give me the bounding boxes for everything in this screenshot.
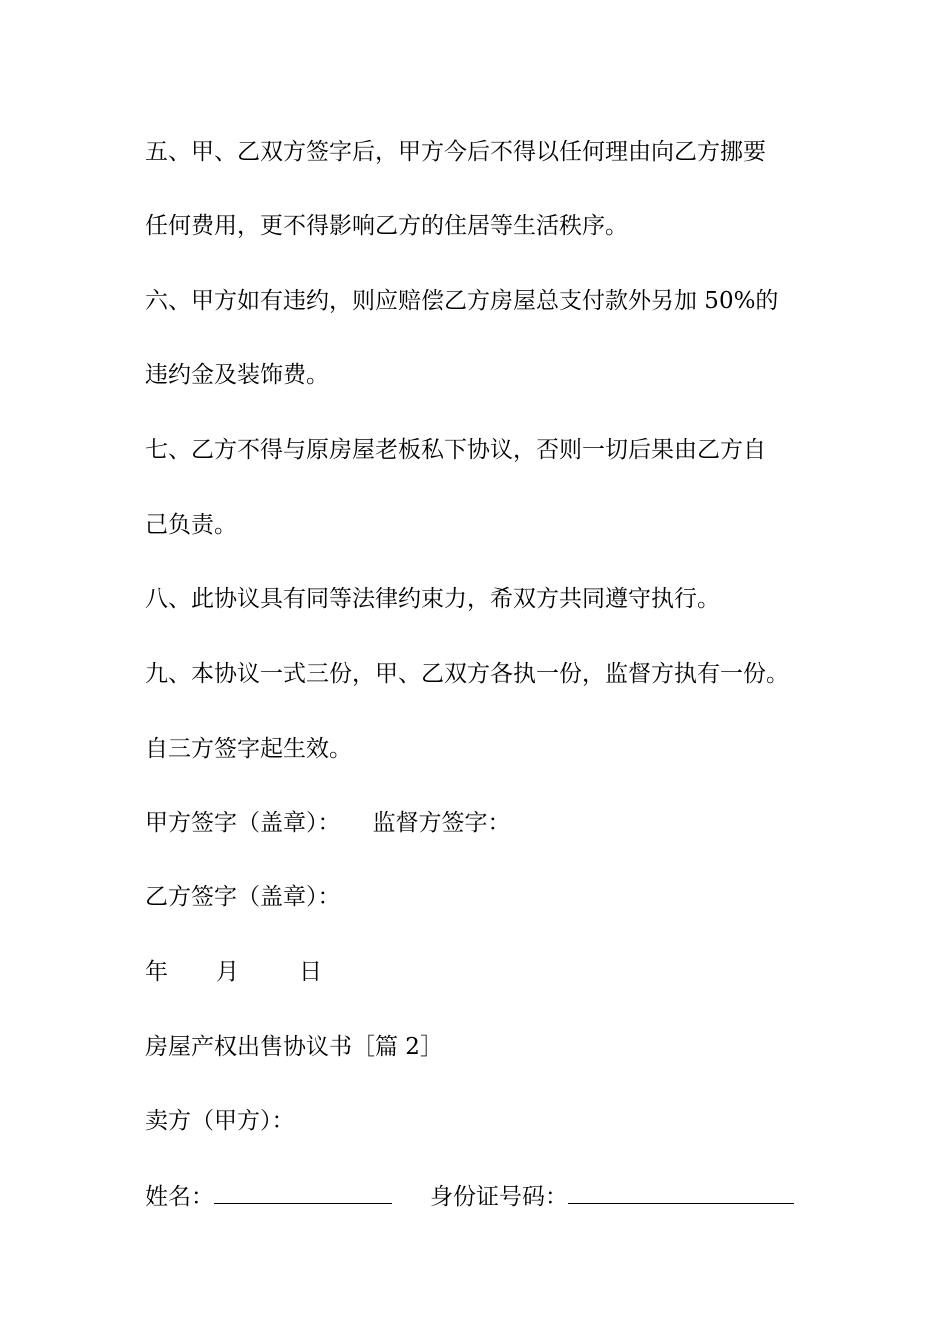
clause-6-line-2: 违约金及装饰费。 <box>145 362 329 388</box>
id-number-blank-line <box>568 1181 794 1204</box>
clause-8-line-1: 八、此协议具有同等法律约束力，希双方共同遵守执行。 <box>145 586 720 612</box>
clause-5-line-1: 五、甲、乙双方签字后，甲方今后不得以任何理由向乙方挪要 <box>145 139 766 165</box>
name-label: 姓名： <box>145 1184 214 1210</box>
clause-9-line-1: 九、本协议一式三份，甲、乙双方各执一份，监督方执有一份。 <box>145 661 789 687</box>
name-blank-line <box>214 1181 392 1204</box>
date-row <box>145 957 322 987</box>
signature-row-1 <box>145 808 511 838</box>
clause-7-line-2: 己负责。 <box>145 512 237 538</box>
section-2-title: 房屋产权出售协议书［篇 2］ <box>145 1034 443 1060</box>
seller-info-row <box>145 1181 794 1212</box>
clause-7-line-1: 七、乙方不得与原房屋老板私下协议，否则一切后果由乙方自 <box>145 437 766 463</box>
party-b-signature-label: 乙方签字（盖章）： <box>145 884 341 910</box>
supervisor-signature-label: 监督方签字： <box>372 810 511 836</box>
clause-6-line-1: 六、甲方如有违约，则应赔偿乙方房屋总支付款外另加 50%的 <box>145 288 779 314</box>
date-year-label: 年 <box>145 959 168 985</box>
clause-9-line-2: 自三方签字起生效。 <box>145 736 352 762</box>
seller-label: 卖方（甲方）： <box>145 1108 295 1134</box>
date-month-label: 月 <box>216 959 239 985</box>
clause-5-line-2: 任何费用，更不得影响乙方的住居等生活秩序。 <box>145 213 628 239</box>
date-day-label: 日 <box>299 959 322 985</box>
party-a-signature-label: 甲方签字（盖章）： <box>145 810 341 836</box>
id-number-label: 身份证号码： <box>430 1184 568 1210</box>
